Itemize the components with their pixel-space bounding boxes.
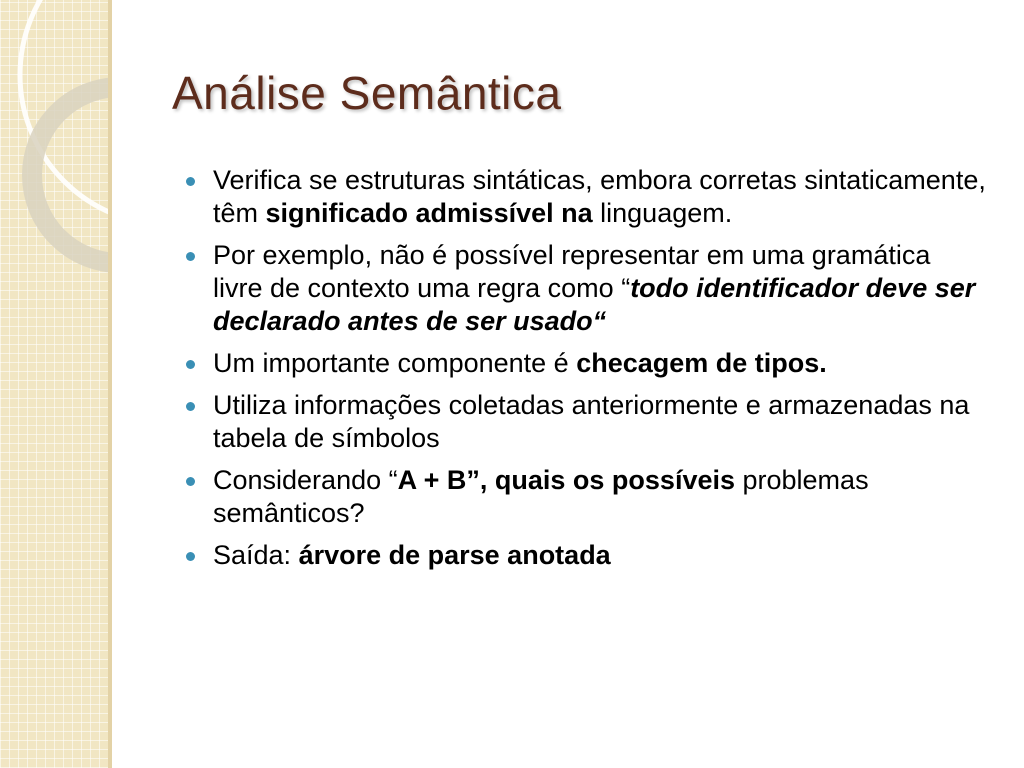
- bullet-text: problemas semânticos?: [213, 465, 869, 528]
- bullet-text: linguagem.: [592, 198, 733, 228]
- bullet-item: [186, 539, 986, 572]
- bullet-bold-text: checagem de tipos.: [576, 348, 827, 378]
- bullet-bold-text: árvore de parse anotada: [298, 540, 611, 570]
- bullet-text: Um importante componente é: [213, 348, 577, 378]
- bullet-dot-icon: [186, 360, 195, 369]
- bullet-text: Verifica se estruturas sintáticas, embora corretas sintaticamente, têm: [213, 165, 986, 228]
- bullet-item: [186, 389, 986, 455]
- bullet-bold-italic-text: todo identificador deve ser declarado antes de ser usado“: [213, 273, 976, 336]
- band-edge: [108, 0, 112, 768]
- bullet-item: [186, 164, 986, 230]
- slide-title: Análise Semântica: [172, 67, 562, 119]
- bullet-dot-icon: [186, 402, 195, 411]
- bullet-item: [186, 464, 986, 530]
- bullet-text: Considerando “: [213, 465, 398, 495]
- bullet-text: Saída:: [213, 540, 299, 570]
- bullet-text: Utiliza informações coletadas anteriormente e armazenadas na tabela de símbolos: [213, 390, 970, 453]
- bullet-dot-icon: [186, 177, 195, 186]
- bullet-item: [186, 239, 986, 338]
- bullet-bold-text: A + B”, quais os possíveis: [397, 465, 735, 495]
- bullet-dot-icon: [186, 252, 195, 261]
- decorative-side-band: [0, 0, 112, 768]
- bullet-dot-icon: [186, 552, 195, 561]
- deco-circle-lower: [32, 87, 112, 263]
- bullet-bold-text: significado admissível na: [265, 198, 593, 228]
- decorative-circles: [0, 0, 112, 768]
- bullet-list: [186, 164, 986, 581]
- bullet-text: Por exemplo, não é possível representar em uma gramática livre de contexto uma regra como “: [213, 240, 931, 303]
- bullet-dot-icon: [186, 477, 195, 486]
- bullet-item: [186, 347, 986, 380]
